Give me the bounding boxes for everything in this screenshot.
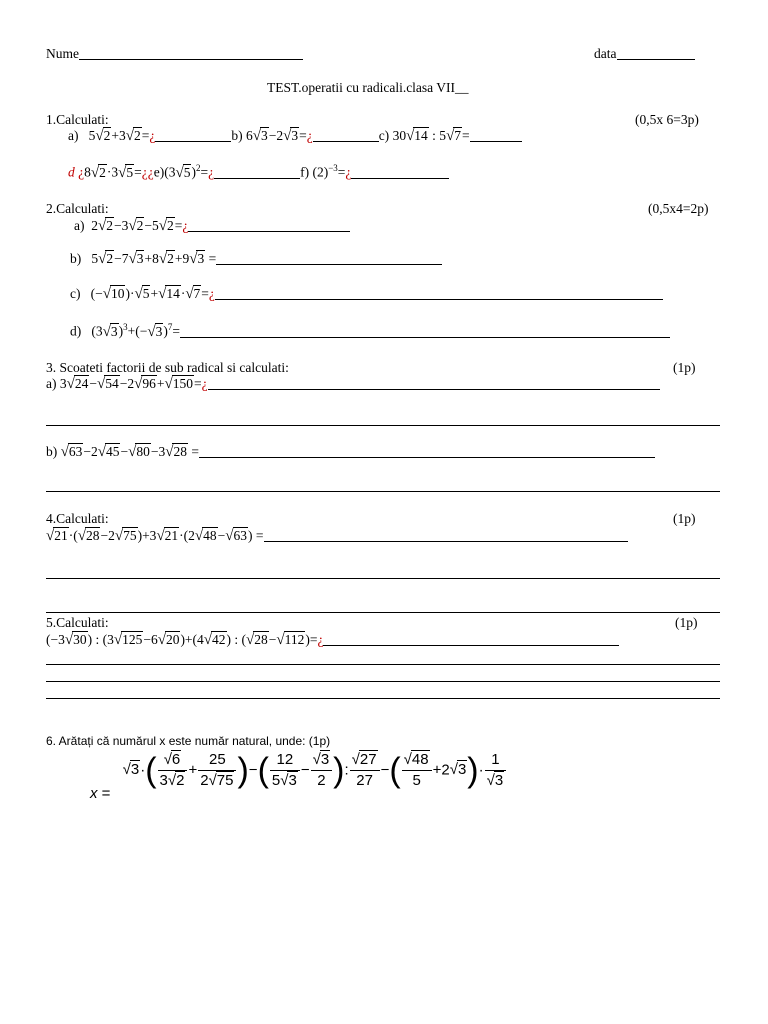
answer-blank[interactable] [214, 165, 300, 179]
section-4-points: (1p) [673, 511, 696, 526]
answer-blank[interactable] [351, 165, 449, 179]
answer-blank[interactable] [215, 286, 663, 300]
answer-line[interactable] [46, 698, 720, 699]
section-3-points: (1p) [673, 360, 696, 375]
section-2-heading: 2.Calculati: [46, 201, 109, 216]
answer-blank[interactable] [188, 218, 350, 232]
exercise-5: (−3√30) : (3√125−6√20)+(4√42) : (√28−√112)=¿ [46, 632, 619, 649]
answer-line[interactable] [46, 612, 720, 613]
answer-line[interactable] [46, 578, 720, 579]
answer-blank[interactable] [216, 251, 442, 265]
answer-blank[interactable] [323, 632, 619, 646]
section-3-heading: 3. Scoateti factorii de sub radical si calculati: [46, 360, 289, 375]
section-1-points: (0,5x 6=3p) [635, 112, 699, 127]
answer-line[interactable] [46, 681, 720, 682]
test-title: TEST.operatii cu radicali.clasa VII__ [267, 80, 469, 95]
date-field[interactable] [594, 46, 695, 62]
answer-line[interactable] [46, 491, 720, 492]
exercise-2c: c) (−√10)·√5+√14·√7=¿ [70, 286, 663, 303]
name-blank[interactable] [79, 46, 303, 60]
exercise-2d: d) $(3√3)^3+(-√3)^7=$ [70, 322, 670, 341]
section-5-points: (1p) [675, 615, 698, 630]
item-label: a) [68, 128, 79, 143]
name-field[interactable] [46, 46, 303, 62]
answer-line[interactable] [46, 425, 720, 426]
answer-blank[interactable] [208, 376, 660, 390]
exercise-6-formula: x = √3·( $\frac{√6}{3√2}$ + $\frac{25}{2√75}$ )−( $\frac{12}{5√3}$ − $\frac{√3}{2}$ ): $\frac{√27}{27}$ −( $\frac{√48}{5}$ +2√3)· $\frac{1}{√3}$ [90, 750, 507, 791]
date-label: data [594, 46, 617, 61]
exercise-1d-f: d ¿$8√2\cdot 3√5=¿¿e)(3√5)^2=¿$ f) $(2)^{-3}=¿$ [68, 163, 449, 182]
answer-line[interactable] [46, 664, 720, 665]
exercise-2b: b) 5√2−7√3+8√2+9√3 = [70, 251, 442, 268]
exercise-1a: a) 5√2+3√2=¿ b) 6√3−2√3=¿ c) 30√14 : 5√7= [68, 128, 522, 145]
answer-blank[interactable] [313, 128, 379, 142]
name-label: Nume [46, 46, 79, 61]
section-1-heading: 1.Calculati: [46, 112, 109, 127]
exercise-3b: b) √63−2√45−√80−3√28 = [46, 444, 655, 461]
date-blank[interactable] [617, 46, 695, 60]
section-4-heading: 4.Calculati: [46, 511, 109, 526]
answer-blank[interactable] [180, 324, 670, 338]
answer-blank[interactable] [470, 128, 522, 142]
exercise-3a: a) 3√24−√54−2√96+√150=¿ [46, 376, 660, 393]
exercise-2a: a) 2√2−3√2−5√2=¿ [74, 218, 350, 235]
section-5-heading: 5.Calculati: [46, 615, 109, 630]
answer-blank[interactable] [264, 528, 628, 542]
answer-blank[interactable] [199, 444, 655, 458]
section-6-heading: 6. Arătați că numărul x este număr natural, unde: (1p) [46, 734, 331, 748]
section-2-points: (0,5x4=2p) [648, 201, 709, 216]
exercise-4: √21·(√28−2√75)+3√21·(2√48−√63) = [46, 528, 628, 545]
answer-blank[interactable] [155, 128, 231, 142]
